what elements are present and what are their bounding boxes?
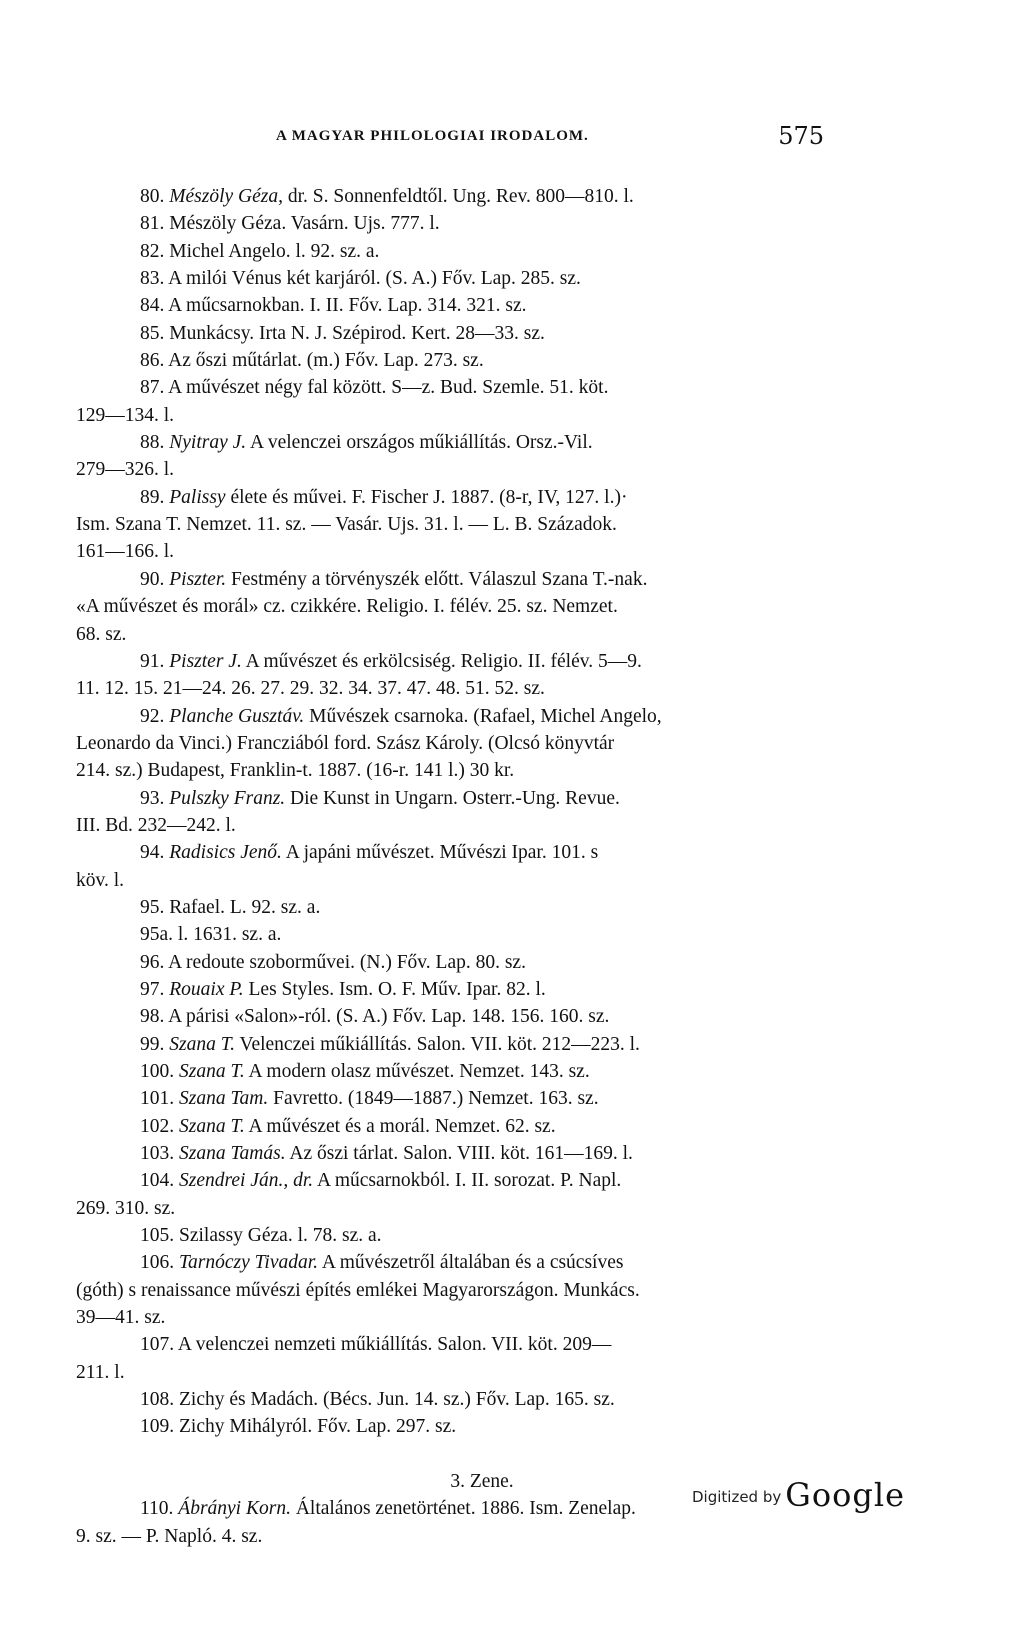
entry-author: Palissy	[169, 486, 226, 508]
entry-text: élete és művei. F. Fischer J. 1887. (8-r, IV, 127. l.)·	[225, 486, 628, 508]
entry-text: A művészet és erkölcsiség. Religio. II. félév. 5—9.	[241, 650, 642, 672]
entry-number: 110.	[140, 1498, 174, 1520]
entry-number: 89.	[140, 486, 165, 508]
entry-text: A művészet és a morál. Nemzet. 62. sz.	[244, 1115, 556, 1137]
entry-number: 97.	[140, 978, 165, 1000]
entry-98: 98. A párisi «Salon»-ról. (S. A.) Főv. Lap. 148. 156. 160. sz.	[140, 1006, 610, 1028]
entry-text: Les Styles. Ism. O. F. Műv. Ipar. 82. l.	[243, 978, 546, 1000]
entry-86: 86. Az őszi műtárlat. (m.) Főv. Lap. 273. sz.	[140, 350, 484, 372]
entry-author: Tarnóczy Tivadar.	[179, 1252, 319, 1274]
entry-author: Szendrei Ján., dr.	[179, 1170, 314, 1192]
entry-line: III. Bd. 232—242. l.	[76, 814, 236, 836]
entry-82: 82. Michel Angelo. l. 92. sz. a.	[140, 240, 380, 262]
entry-106	[76, 1249, 828, 1331]
entry-author: Planche Gusztáv.	[169, 705, 305, 727]
entry-number: 100.	[140, 1061, 175, 1082]
entry-number: 99.	[140, 1033, 165, 1055]
entry-author: Piszter J.	[169, 650, 242, 672]
entry-line: 214. sz.) Budapest, Franklin-t. 1887. (16-r. 141 l.) 30 kr.	[76, 760, 515, 782]
entry-text: A velenczei országos műkiállítás. Orsz.-Vil.	[246, 432, 593, 454]
bibliography-list	[76, 183, 828, 1550]
entry-author: Szana Tamás.	[179, 1143, 286, 1165]
entry-81: 81. Mészöly Géza. Vasárn. Ujs. 777. l.	[140, 213, 440, 235]
entry-line: 279—326. l.	[76, 459, 175, 481]
entry-line: 9. sz. — P. Napló. 4. sz.	[76, 1525, 263, 1547]
digitized-footer	[692, 1476, 905, 1514]
entry-105: 105. Szilassy Géza. l. 78. sz. a.	[140, 1225, 382, 1247]
entry-line: köv. l.	[76, 869, 125, 891]
entry-number: 90.	[140, 568, 165, 590]
entry-95: 95. Rafael. L. 92. sz. a.	[140, 896, 321, 918]
entry-84: 84. A műcsarnokban. I. II. Főv. Lap. 314. 321. sz.	[140, 295, 527, 317]
entry-89	[76, 484, 828, 566]
entry-author: Szana Tam.	[179, 1088, 269, 1110]
entry-text: Általános zenetörténet. 1886. Ism. Zenelap.	[290, 1498, 636, 1520]
entry-line: 39—41. sz.	[76, 1307, 166, 1329]
entry-author: Nyitray J.	[169, 432, 247, 454]
entry-number: 101.	[140, 1088, 175, 1110]
entry-line: 161—166. l.	[76, 541, 175, 563]
entry-104	[76, 1167, 828, 1222]
entry-text: Festmény a törvényszék előtt. Válaszul Szana T.-nak.	[226, 568, 648, 590]
entry-number: 80.	[140, 186, 165, 207]
entry-99	[76, 1031, 828, 1058]
entry-87	[76, 374, 828, 429]
entry-text: Favretto. (1849—1887.) Nemzet. 163. sz.	[268, 1088, 599, 1110]
digitized-by-label: Digitized by	[692, 1488, 782, 1506]
entry-number: 106.	[140, 1252, 175, 1274]
entry-text: Velenczei műkiállítás. Salon. VII. köt. 212—223. l.	[235, 1033, 640, 1055]
entry-80	[76, 183, 828, 210]
entry-108: 108. Zichy és Madách. (Bécs. Jun. 14. sz.) Főv. Lap. 165. sz.	[140, 1389, 615, 1411]
entry-number: 93.	[140, 787, 165, 809]
entry-91	[76, 648, 828, 703]
entry-88	[76, 429, 828, 484]
entry-number: 102.	[140, 1115, 175, 1137]
entry-number: 88.	[140, 432, 165, 454]
entry-101	[76, 1085, 828, 1112]
entry-text: Művészek csarnoka. (Rafael, Michel Angelo,	[304, 705, 662, 727]
entry-line: 11. 12. 15. 21—24. 26. 27. 29. 32. 34. 37. 47. 48. 51. 52. sz.	[76, 678, 545, 700]
entry-line: 211. l.	[76, 1361, 125, 1383]
entry-author: Pulszky Franz.	[169, 787, 286, 809]
page-number: 575	[778, 122, 824, 150]
entry-number: 94.	[140, 842, 165, 864]
entry-97	[76, 976, 828, 1003]
entry-92	[76, 703, 828, 785]
entry-94	[76, 839, 828, 894]
entry-number: 91.	[140, 650, 165, 672]
entry-102	[76, 1113, 828, 1140]
entry-85: 85. Munkácsy. Irta N. J. Szépirod. Kert. 28—33. sz.	[140, 322, 545, 344]
entry-author: Piszter.	[169, 568, 227, 590]
entry-83: 83. A milói Vénus két karjáról. (S. A.) Főv. Lap. 285. sz.	[140, 268, 581, 290]
entry-author: Mészöly Géza,	[169, 186, 283, 207]
running-head: A MAGYAR PHILOLOGIAI IRODALOM.	[276, 128, 589, 144]
entry-author: Szana T.	[179, 1115, 245, 1137]
entry-line: 107. A velenczei nemzeti műkiállítás. Salon. VII. köt. 209—	[140, 1334, 612, 1356]
entry-author: Szana T.	[179, 1061, 245, 1082]
section-title: 3. Zene.	[450, 1470, 514, 1492]
entry-text: A japáni művészet. Művészi Ipar. 101. s	[281, 842, 599, 864]
entry-line: Ism. Szana T. Nemzet. 11. sz. — Vasár. Ujs. 31. l. — L. B. Századok.	[76, 514, 617, 536]
entry-text: A művészetről általában és a csúcsíves	[318, 1252, 624, 1274]
entry-100	[76, 1058, 828, 1085]
entry-109: 109. Zichy Mihályról. Főv. Lap. 297. sz.	[140, 1416, 457, 1438]
entry-line: Leonardo da Vinci.) Francziából ford. Szász Károly. (Olcsó könyvtár	[76, 732, 615, 754]
entry-author: Rouaix P.	[169, 978, 244, 1000]
entry-author: Ábrányi Korn.	[178, 1498, 291, 1520]
entry-line: 68. sz.	[76, 623, 127, 645]
entry-text: A modern olasz művészet. Nemzet. 143. sz.	[244, 1061, 590, 1082]
entry-90	[76, 566, 828, 648]
entry-line: 129—134. l.	[76, 404, 175, 426]
entry-author: Szana T.	[169, 1033, 235, 1055]
entry-text: dr. S. Sonnenfeldtől. Ung. Rev. 800—810. l.	[282, 186, 634, 207]
entry-text: Die Kunst in Ungarn. Osterr.-Ung. Revue.	[285, 787, 620, 809]
entry-text: A műcsarnokból. I. II. sorozat. P. Napl.	[313, 1170, 622, 1192]
entry-line: «A művészet és morál» cz. czikkére. Religio. I. félév. 25. sz. Nemzet.	[76, 596, 618, 618]
entry-text: Az őszi tárlat. Salon. VIII. köt. 161—169. l.	[285, 1143, 633, 1165]
entry-103	[76, 1140, 828, 1167]
google-logo: Google	[785, 1476, 905, 1514]
entry-number: 104.	[140, 1170, 175, 1192]
entry-107	[76, 1331, 828, 1386]
entry-line: 269. 310. sz.	[76, 1197, 176, 1219]
entry-95a: 95a. l. 1631. sz. a.	[140, 924, 282, 946]
entry-number: 103.	[140, 1143, 175, 1165]
entry-line: 87. A művészet négy fal között. S—z. Bud. Szemle. 51. köt.	[140, 377, 609, 399]
entry-number: 92.	[140, 705, 165, 727]
entry-93	[76, 785, 828, 840]
entry-author: Radisics Jenő.	[169, 842, 282, 864]
entry-line: (góth) s renaissance művészi építés emlékei Magyarországon. Munkács.	[76, 1279, 640, 1301]
entry-96: 96. A redoute szoborművei. (N.) Főv. Lap. 80. sz.	[140, 951, 526, 973]
